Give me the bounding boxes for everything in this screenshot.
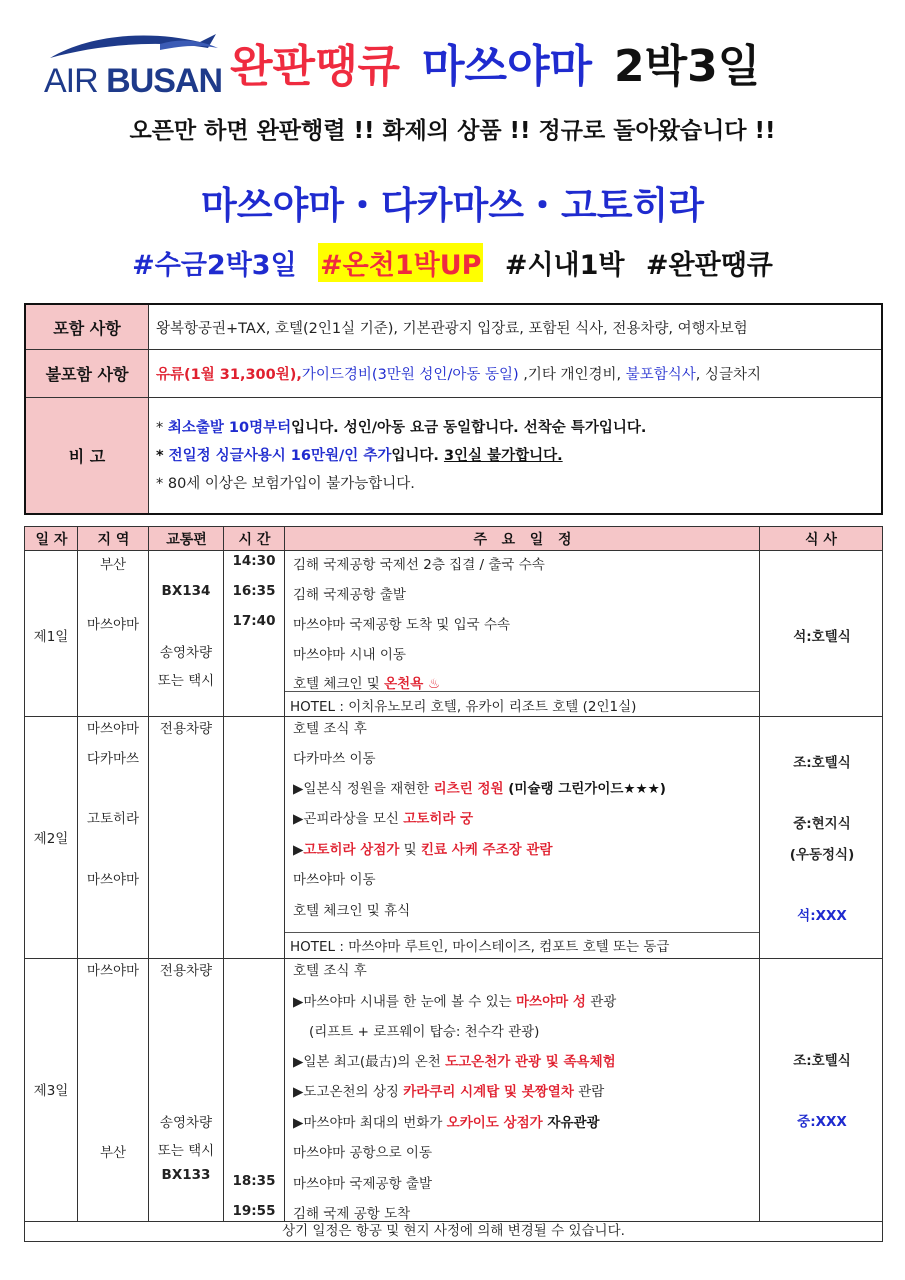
included-row bbox=[26, 305, 881, 350]
info-table bbox=[24, 303, 883, 515]
day3-taxi: 또는 택시 bbox=[157, 1143, 215, 1159]
note-min-departure: * 최소출발 10명부터입니다. 성인/아동 요금 동일합니다. 선착순 특가입니다. bbox=[156, 420, 647, 436]
day3-act-5: ▶도고온천의 상징 카라쿠리 시계탑 및 봇짱열차 관람 bbox=[293, 1084, 605, 1100]
main-title bbox=[230, 30, 760, 94]
day3-act-4: ▶일본 최고(最古)의 온천 도고온천가 관광 및 족욕체험 bbox=[293, 1054, 616, 1070]
day3-time-2: 19:55 bbox=[232, 1203, 276, 1219]
day1-region-busan: 부산 bbox=[99, 557, 127, 573]
excluded-misc: ,기타 개인경비, bbox=[518, 367, 626, 383]
day2-act-4: ▶곤피라상을 모신 고토히라 궁 bbox=[293, 811, 474, 827]
col-divider bbox=[759, 527, 760, 1221]
day2-meal-lunch-detail: (우동정식) bbox=[789, 847, 855, 863]
day3-label: 제3일 bbox=[33, 1083, 69, 1099]
header-day: 일 자 bbox=[25, 527, 78, 551]
day2-act-3: ▶일본식 정원을 재현한 리츠린 정원 (미슐랭 그린가이드★★★) bbox=[293, 781, 666, 797]
destinations: 마쓰야마・다카마쓰・고토히라 bbox=[201, 184, 704, 227]
day1-transfer: 송영차량 bbox=[159, 645, 213, 661]
day3-transport: 전용차량 bbox=[159, 963, 213, 979]
excluded-meal: 불포함식사 bbox=[625, 367, 696, 383]
tag-onsen: #온천1박UP bbox=[318, 243, 483, 282]
title-matsuyama: 마쓰야마 bbox=[422, 41, 593, 92]
day2-region-2: 다카마쓰 bbox=[86, 751, 140, 767]
included-text: 왕복항공권+TAX, 호텔(2인1실 기준), 기본관광지 입장료, 포함된 식사, 전용차량, 여행자보험 bbox=[156, 320, 748, 337]
day1-taxi: 또는 택시 bbox=[157, 673, 215, 689]
day1-checkin: 호텔 체크인 및 온천욕 ♨ bbox=[293, 676, 441, 692]
header-time: 시 간 bbox=[224, 527, 285, 551]
col-divider bbox=[284, 527, 285, 1221]
day2-label: 제2일 bbox=[33, 831, 69, 847]
tag-schedule: #수금2박3일 bbox=[132, 250, 297, 281]
day1-act-2: 김해 국제공항 출발 bbox=[293, 587, 406, 603]
day1-time-1: 14:30 bbox=[232, 553, 276, 569]
day3-act-8: 마쓰야마 국제공항 출발 bbox=[293, 1176, 432, 1192]
hashtags bbox=[0, 243, 905, 282]
day3-meal-lunch: 중:XXX bbox=[797, 1114, 847, 1130]
day2-act-1: 호텔 조식 후 bbox=[293, 721, 367, 737]
excluded-single: , 싱글차지 bbox=[695, 367, 762, 383]
day3-act-1: 호텔 조식 후 bbox=[293, 963, 367, 979]
day1-region-matsuyama: 마쓰야마 bbox=[86, 617, 140, 633]
day1-act-1: 김해 국제공항 국제선 2층 집결 / 출국 수속 bbox=[293, 557, 545, 573]
day3-region-1: 마쓰야마 bbox=[86, 963, 140, 979]
day1-label: 제1일 bbox=[33, 629, 69, 645]
col-divider bbox=[223, 527, 224, 1221]
excluded-fuel: 유류(1월 31,300원), bbox=[156, 367, 302, 383]
air-busan-logo bbox=[40, 28, 230, 98]
day2-meal-dinner: 석:XXX bbox=[797, 908, 847, 924]
day2-act-2: 다카마쓰 이동 bbox=[293, 751, 376, 767]
title-sold-out: 완판땡큐 bbox=[230, 41, 401, 92]
day1-act-4: 마쓰야마 시내 이동 bbox=[293, 647, 406, 663]
tag-city: #시내1박 bbox=[504, 250, 625, 281]
day2-region-1: 마쓰야마 bbox=[86, 721, 140, 737]
header-transport: 교통편 bbox=[149, 527, 224, 551]
day2-meal-lunch: 중:현지식 bbox=[793, 816, 851, 832]
subtitle: 오픈만 하면 완판행렬 !! 화제의 상품 !! 정규로 돌아왔습니다 !! bbox=[129, 118, 776, 144]
day3-region-2: 부산 bbox=[99, 1145, 127, 1161]
day3-act-9: 김해 국제 공항 도착 bbox=[293, 1206, 411, 1222]
day1-meal: 석:호텔식 bbox=[793, 629, 851, 645]
day2-region-4: 마쓰야마 bbox=[86, 872, 140, 888]
title-duration: 2박3일 bbox=[614, 41, 761, 92]
day1-flight: BX134 bbox=[161, 583, 211, 599]
excluded-row bbox=[26, 350, 881, 398]
logo-air: AIR bbox=[44, 62, 98, 100]
excluded-guide: 가이드경비(3만원 성인/아동 동일) bbox=[301, 367, 519, 383]
day1-act-3: 마쓰야마 국제공항 도착 및 입국 수속 bbox=[293, 617, 511, 633]
included-label: 포함 사항 bbox=[26, 305, 149, 349]
day1-time-2: 16:35 bbox=[232, 583, 276, 599]
schedule-table bbox=[24, 526, 883, 1242]
day2-region-3: 고토히라 bbox=[86, 811, 140, 827]
day2-act-5: ▶고토히라 상점가 및 킨료 사케 주조장 관람 bbox=[293, 842, 553, 858]
excluded-label: 불포함 사항 bbox=[26, 350, 149, 397]
day3-meal-breakfast: 조:호텔식 bbox=[793, 1053, 851, 1069]
day3-time-1: 18:35 bbox=[232, 1173, 276, 1189]
logo-text bbox=[44, 62, 222, 101]
day2-transport: 전용차량 bbox=[159, 721, 213, 737]
day3-act-3: (리프트 + 로프웨이 탑승: 천수각 관광) bbox=[309, 1024, 540, 1040]
day3-act-2: ▶마쓰야마 시내를 한 눈에 볼 수 있는 마쓰야마 성 관광 bbox=[293, 994, 617, 1010]
header bbox=[38, 22, 898, 102]
day3-act-6: ▶마쓰야마 최대의 번화가 오카이도 상점가 자유관광 bbox=[293, 1115, 600, 1131]
note-insurance: * 80세 이상은 보험가입이 불가능합니다. bbox=[156, 476, 415, 492]
day3-flight: BX133 bbox=[161, 1167, 211, 1183]
day3-act-7: 마쓰야마 공항으로 이동 bbox=[293, 1145, 432, 1161]
day2-act-7: 호텔 체크인 및 휴식 bbox=[293, 903, 411, 919]
tag-soldout: #완판땡큐 bbox=[645, 250, 773, 281]
day1-hotel: HOTEL : 이치유노모리 호텔, 유카이 리조트 호텔 (2인1실) bbox=[290, 699, 637, 715]
day1-time-3: 17:40 bbox=[232, 613, 276, 629]
notes-row bbox=[26, 398, 881, 513]
day3-transfer: 송영차량 bbox=[159, 1115, 213, 1131]
day2-hotel: HOTEL : 마쓰야마 루트인, 마이스테이즈, 컴포트 호텔 또는 동급 bbox=[290, 939, 670, 955]
day2-meal-breakfast: 조:호텔식 bbox=[793, 755, 851, 771]
notes-label: 비 고 bbox=[26, 398, 149, 513]
header-region: 지 역 bbox=[78, 527, 149, 551]
excluded-text bbox=[156, 350, 875, 397]
notes-list bbox=[156, 414, 646, 498]
logo-busan: BUSAN bbox=[106, 62, 223, 100]
note-single: * 전일정 싱글사용시 16만원/인 추가입니다. 3인실 불가합니다. bbox=[156, 448, 563, 464]
header-itinerary: 주 요 일 정 bbox=[285, 527, 760, 551]
schedule-footer-note: 상기 일정은 항공 및 현지 사정에 의해 변경될 수 있습니다. bbox=[282, 1223, 625, 1239]
day2-act-6: 마쓰야마 이동 bbox=[293, 872, 376, 888]
header-meal: 식 사 bbox=[760, 527, 882, 551]
hotel-divider bbox=[285, 932, 759, 933]
